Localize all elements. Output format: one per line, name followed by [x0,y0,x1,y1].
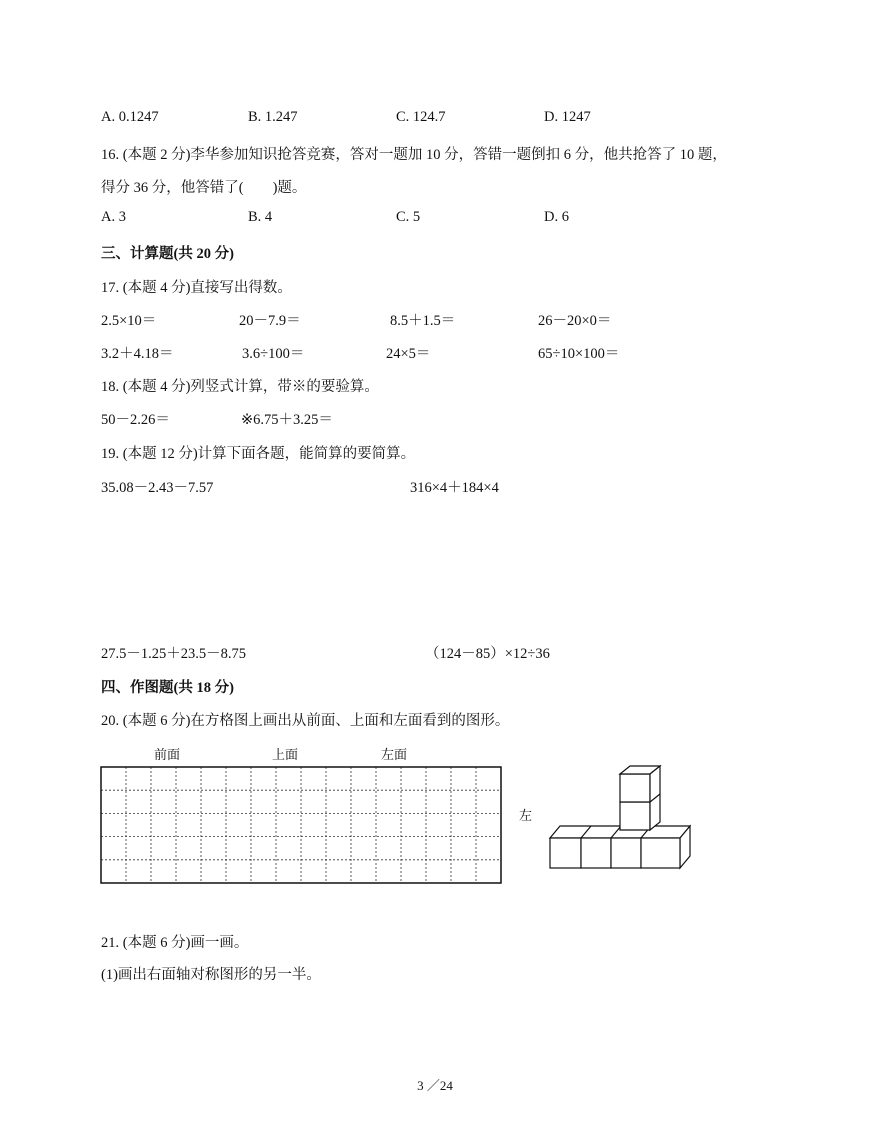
grid-label-top: 上面 [272,748,299,763]
q19-item: （124－85）×12÷36 [425,646,550,662]
q16-option-c: C. 5 [396,209,421,225]
q19-question: 19. (本题 12 分)计算下面各题，能简算的要简算。 [101,446,416,462]
q17-question: 17. (本题 4 分)直接写出得数。 [101,280,292,296]
q21-sub1: (1)画出右面轴对称图形的另一半。 [101,967,321,983]
q18-item: ※6.75＋3.25＝ [241,412,333,428]
q17-item: 24×5＝ [386,346,431,362]
q19-item: 35.08－2.43－7.57 [101,480,214,496]
q16-question-line2: 得分 36 分，他答错了( )题。 [101,180,307,196]
q16-option-b: B. 4 [248,209,273,225]
q15-option-d: D. 1247 [544,109,591,125]
q17-item: 3.2＋4.18＝ [101,346,174,362]
q19-item: 316×4＋184×4 [410,480,499,496]
q18-item: 50－2.26＝ [101,412,170,428]
q21-question: 21. (本题 6 分)画一画。 [101,935,249,951]
q15-option-b: B. 1.247 [248,109,298,125]
grid-label-front: 前面 [154,748,181,763]
q15-option-a: A. 0.1247 [101,109,159,125]
q17-item: 2.5×10＝ [101,313,157,329]
section4-title: 四、作图题(共 18 分) [101,680,234,696]
q15-option-c: C. 124.7 [396,109,446,125]
grid-label-left: 左面 [381,748,408,763]
q17-item: 20－7.9＝ [239,313,301,329]
cube-stack-figure [545,762,695,874]
q17-item: 8.5＋1.5＝ [390,313,456,329]
q17-item: 3.6÷100＝ [242,346,305,362]
q19-item: 27.5－1.25＋23.5－8.75 [101,646,246,662]
q17-item: 26－20×0＝ [538,313,612,329]
page-number: 3 ／24 [417,1078,453,1093]
drawing-grid[interactable] [100,766,502,884]
q17-item: 65÷10×100＝ [538,346,620,362]
q18-question: 18. (本题 4 分)列竖式计算，带※的要验算。 [101,379,379,395]
q16-option-d: D. 6 [544,209,569,225]
q16-option-a: A. 3 [101,209,126,225]
q16-question-line1: 16. (本题 2 分)李华参加知识抢答竞赛，答对一题加 10 分，答错一题倒扣 6 分，他共抢答了 10 题， [101,147,727,163]
q20-question: 20. (本题 6 分)在方格图上画出从前面、上面和左面看到的图形。 [101,713,510,729]
section3-title: 三、计算题(共 20 分) [101,246,234,262]
side-label-left: 左 [519,809,533,824]
